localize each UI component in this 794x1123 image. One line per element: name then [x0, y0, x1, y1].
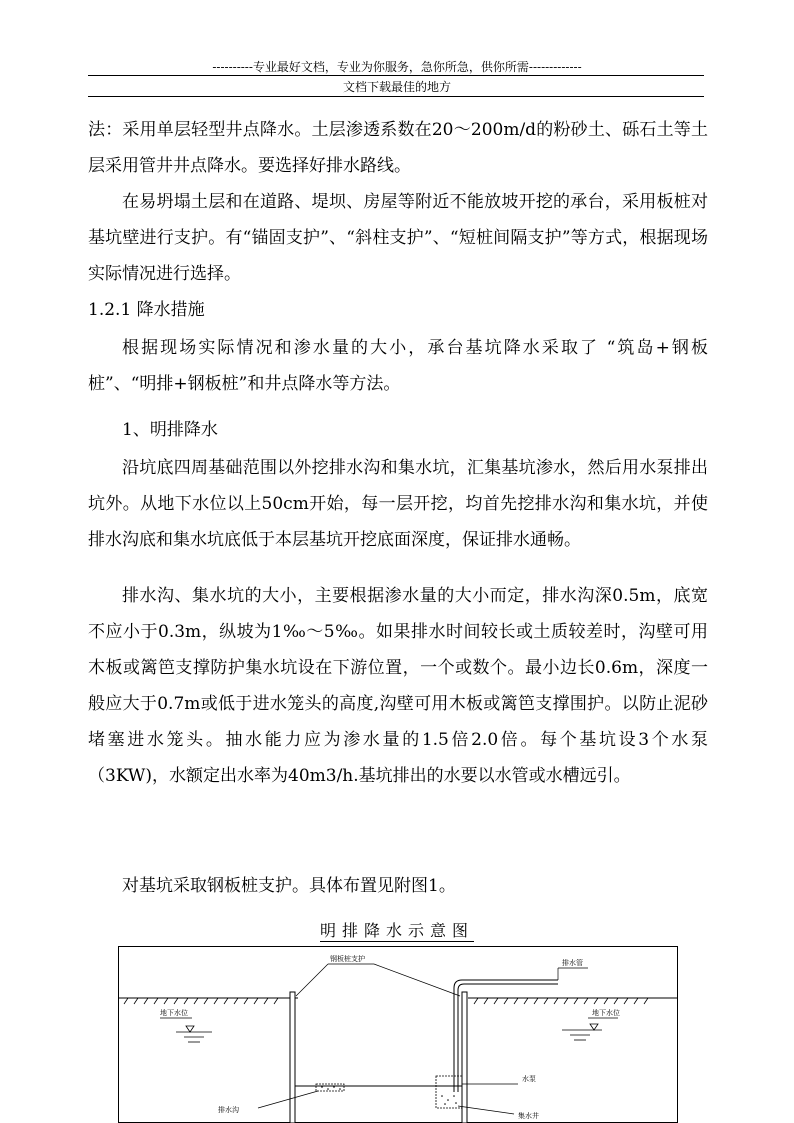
ditch-section: [316, 1084, 344, 1091]
label-water-level-right: 地下水位: [592, 1009, 620, 1017]
leader-sheet-pile-left: [296, 964, 328, 996]
paragraph-dewatering-method: 法：采用单层轻型井点降水。土层渗透系数在20～200m/d的粉砂土、砾石土等土层采用管井井点降水。要选择好排水路线。: [88, 120, 708, 176]
header-rule-top: [88, 75, 704, 76]
header-rule-bottom: [88, 96, 704, 97]
paragraph-open-drainage: 沿坑底四周基础范围以外挖排水沟和集水坑，汇集基坑渗水，然后用水泵排出坑外。从地下水位以上50cm开始，每一层开挖，均首先挖排水沟和集水坑，并使排水沟底和集水坑底低于本层基坑开挖底面深度，保证排水通畅。: [88, 458, 708, 550]
label-sheet-pile: 钢板桩支护: [330, 955, 365, 963]
label-drain-pipe: 排水管: [562, 959, 583, 967]
label-pump: 水泵: [522, 1075, 536, 1083]
sheet-pile-left: [290, 992, 295, 1123]
label-water-level-left: 地下水位: [160, 1009, 188, 1017]
section-heading-dewatering: 1.2.1 降水措施: [88, 300, 205, 320]
soil-hatch-left: [124, 998, 278, 1004]
leader-sheet-pile-right: [374, 964, 460, 996]
sheet-pile-right: [462, 992, 467, 1123]
soil-hatch-right: [474, 998, 648, 1004]
header-slogan: ----------专业最好文档，专业为你服务，急你所急，供你所需-------------: [212, 60, 582, 74]
water-level-right-symbol: [562, 1024, 602, 1040]
paragraph-dewatering-intro: 根据现场实际情况和渗水量的大小，承台基坑降水采取了 “筑岛+钢板桩”、“明排+钢板桩”和井点降水等方法。: [88, 338, 708, 394]
label-ditch: 排水沟: [218, 1106, 239, 1114]
paragraph-sheet-pile: 对基坑采取钢板桩支护。具体布置见附图1。: [122, 876, 456, 896]
drain-pipe-inner: [458, 984, 558, 1092]
leader-ditch: [258, 1091, 318, 1108]
water-level-left-symbol: [176, 1026, 212, 1042]
paragraph-support: 在易坍塌土层和在道路、堤坝、房屋等附近不能放坡开挖的承台，采用板桩对基坑壁进行支护。有“锚固支护”、“斜柱支护”、“短桩间隔支护”等方式，根据现场实际情况进行选择。: [88, 192, 708, 284]
open-drainage-diagram: [118, 946, 678, 1123]
paragraph-ditch-sump: 排水沟、集水坑的大小，主要根据渗水量的大小而定，排水沟深0.5m，底宽不应小于0.3m，纵坡为1‰～5‰。如果排水时间较长或土质较差时，沟壁可用木板或篱笆支撑防护集水坑设在下游位置，一个或数个。最小边长0.6m，深度一般应大于0.7m或低于进水笼头的高度,沟壁可用木板或篱笆支撑围护。以防止泥砂堵塞进水笼头。抽水能力应为渗水量的1.5倍2.0倍。每个基坑设3个水泵（3KW)，水额定出水率为40m3/h.基坑排出的水要以水管或水槽远引。: [88, 586, 708, 786]
diagram-title: 明排降水示意图: [319, 921, 474, 940]
drain-pipe: [454, 980, 558, 1092]
gravel-dots: [321, 1086, 457, 1105]
header-site-name: 文档下载最佳的地方: [342, 80, 451, 94]
subheading-open-drainage: 1、明排降水: [122, 420, 218, 440]
label-sump: 集水井: [518, 1112, 539, 1120]
